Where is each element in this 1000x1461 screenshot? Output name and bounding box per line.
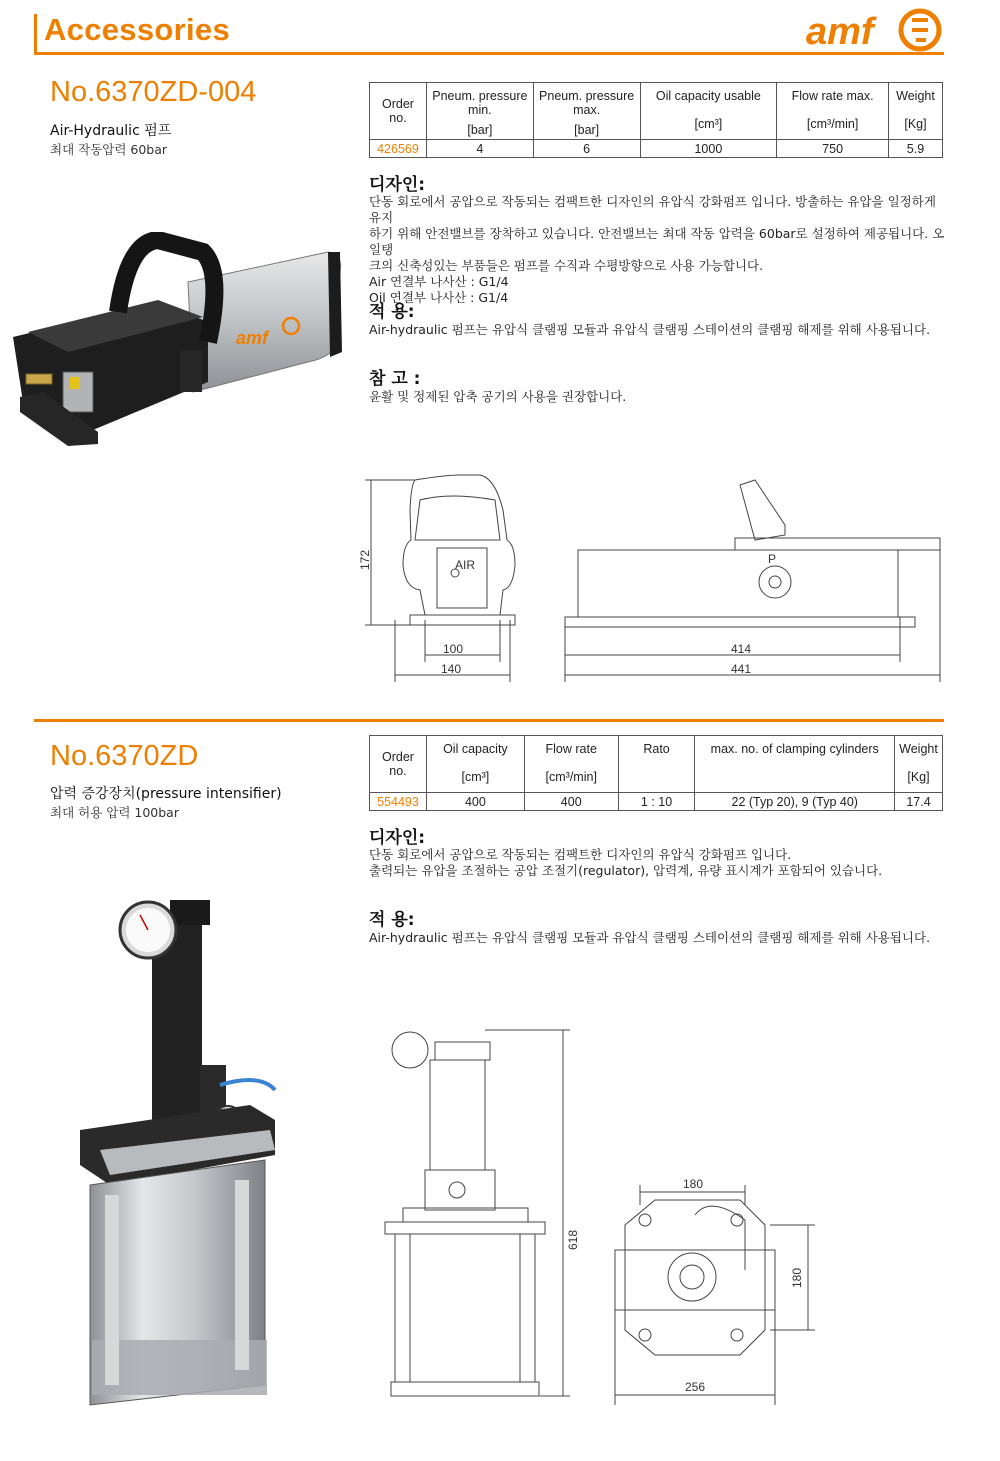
table-header: Weight [Kg]	[894, 736, 942, 793]
table-cell: 1000	[640, 140, 777, 158]
dim-618: 618	[566, 1229, 580, 1251]
dim-100: 100	[442, 642, 464, 656]
pressure-intensifier-photo	[70, 895, 290, 1410]
header-rule	[34, 52, 944, 55]
table-cell: 554493	[370, 793, 427, 811]
product2-name: 압력 증강장치(pressure intensifier)	[50, 786, 282, 802]
table-cell: 1 : 10	[618, 793, 695, 811]
table-cell: 400	[524, 793, 618, 811]
product2-design-text: 단동 회로에서 공압으로 작동되는 컴팩트한 디자인의 유압식 강화펌프 입니다. 출력되는 유압을 조절하는 공압 조절기(regulator), 압력계, 유량 표시계가 포함되어 있습니다.	[369, 847, 883, 878]
product2-application-text: Air-hydraulic 펌프는 유압식 클램핑 모듈과 유압식 클램핑 스테이션의 클램핑 해제를 위해 사용됩니다.	[369, 930, 931, 945]
product2-technical-drawing	[365, 1020, 950, 1410]
product1-name: Air-Hydraulic 펌프	[50, 123, 172, 139]
label-p: P	[768, 552, 777, 566]
table-cell: 4	[426, 140, 533, 158]
product2-design-heading: 디자인:	[369, 828, 426, 848]
table-cell: 17.4	[894, 793, 942, 811]
dim-414: 414	[730, 642, 752, 656]
table-header: Pneum. pressure min. [bar]	[426, 83, 533, 140]
product1-note-heading: 참 고 :	[369, 369, 421, 389]
product2-number: No.6370ZD	[50, 740, 199, 772]
table-header: Oil capacity [cm³]	[426, 736, 524, 793]
table-header: Order no.	[370, 736, 427, 793]
table-cell: 5.9	[889, 140, 943, 158]
product1-technical-drawing	[355, 470, 945, 685]
air-hydraulic-pump-photo	[8, 232, 353, 452]
table-cell: 6	[533, 140, 640, 158]
table-header: Flow rate [cm³/min]	[524, 736, 618, 793]
page-header	[34, 8, 944, 52]
table-header: Oil capacity usable [cm³]	[640, 83, 777, 140]
table-header: max. no. of clamping cylinders	[695, 736, 894, 793]
product1-design-heading: 디자인:	[369, 175, 426, 195]
product1-application-text: Air-hydraulic 펌프는 유압식 클램핑 모듈과 유압식 클램핑 스테이션의 클램핑 해제를 위해 사용됩니다.	[369, 322, 931, 337]
table-cell: 22 (Typ 20), 9 (Typ 40)	[695, 793, 894, 811]
product1-number: No.6370ZD-004	[50, 76, 257, 108]
table-row	[370, 140, 943, 158]
product1-note-text: 윤활 및 정제된 압축 공기의 사용을 권장합니다.	[369, 389, 627, 404]
dim-180-side: 180	[790, 1267, 804, 1289]
table-header: Rato	[618, 736, 695, 793]
table-cell: 400	[426, 793, 524, 811]
dim-172: 172	[358, 549, 372, 571]
header-accent	[34, 14, 37, 54]
svg-text:amf: amf	[806, 11, 874, 52]
table-row	[370, 793, 943, 811]
table-cell: 426569	[370, 140, 427, 158]
dim-140: 140	[440, 662, 462, 676]
table-header: Weight [Kg]	[889, 83, 943, 140]
product2-spec-table	[369, 735, 943, 811]
dim-441: 441	[730, 662, 752, 676]
section-divider	[34, 719, 944, 722]
table-header: Pneum. pressure max. [bar]	[533, 83, 640, 140]
product1-design-text: 단동 회로에서 공압으로 작동되는 컴팩트한 디자인의 유압식 강화펌프 입니다. 방출하는 유압을 일정하게 유지 하기 위해 안전밸브를 장착하고 있습니다. 안전밸브는 최대 작동 압력을 60bar로 설정하여 제공됩니다. 오일탱 크의 신축성있는 부품들은 펌프를 수직과 수평방향으로 사용 가능합니다. Air 연결부 나사산 : G1/4 Oil 연결부 나사산 : G1/4	[369, 194, 945, 305]
table-cell: 750	[777, 140, 889, 158]
svg-text:amf: amf	[236, 328, 269, 348]
dim-256: 256	[684, 1380, 706, 1394]
label-air: AIR	[455, 558, 476, 572]
product2-application-heading: 적 용:	[369, 910, 415, 930]
product1-application-heading: 적 용:	[369, 302, 415, 322]
table-header: Order no.	[370, 83, 427, 140]
product1-spec-table	[369, 82, 943, 158]
page-title: Accessories	[44, 12, 230, 47]
table-header: Flow rate max. [cm³/min]	[777, 83, 889, 140]
dim-180-top: 180	[682, 1177, 704, 1191]
product2-subtitle: 최대 허용 압력 100bar	[50, 805, 179, 820]
product1-subtitle: 최대 작동압력 60bar	[50, 142, 168, 157]
amf-logo	[804, 8, 944, 52]
